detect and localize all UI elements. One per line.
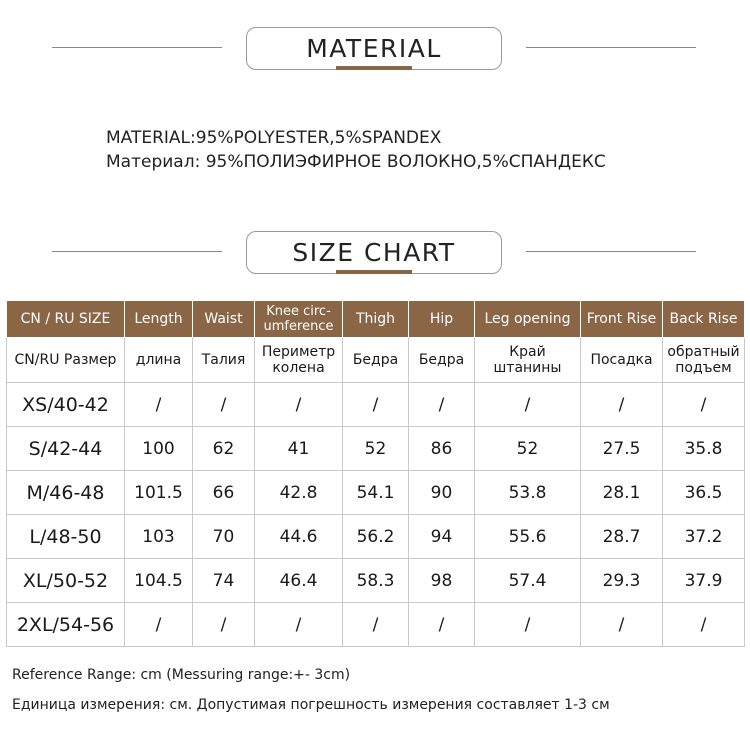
size-chart-heading-text: SIZE CHART [292,238,456,267]
size-label-cell: L/48-50 [7,515,125,559]
measurement-cell: 37.9 [663,559,745,603]
size-chart-heading [246,231,502,274]
measurement-cell: 29.3 [581,559,663,603]
measurement-cell: 62 [193,427,255,471]
material-row-en [106,126,606,150]
material-row-ru [106,150,606,174]
size-label-cell: XS/40-42 [7,383,125,427]
reference-note-en: Reference Range: cm (Messuring range:+- 3cm) [12,667,351,683]
measurement-cell: 90 [409,471,475,515]
measurement-cell: 46.4 [255,559,343,603]
measurement-cell: / [409,383,475,427]
measurement-cell: / [409,603,475,647]
measurement-cell: / [581,383,663,427]
material-heading [246,27,502,70]
measurement-cell: 101.5 [125,471,193,515]
column-header: Back Rise [663,301,745,338]
measurement-cell: 98 [409,559,475,603]
measurement-cell: 103 [125,515,193,559]
measurement-cell: / [581,603,663,647]
measurement-cell: 36.5 [663,471,745,515]
measurement-cell: 28.7 [581,515,663,559]
material-value-ru: 95%ПОЛИЭФИРНОЕ ВОЛОКНО,5%СПАНДЕКС [205,152,606,172]
measurement-cell: 41 [255,427,343,471]
column-header-ru: CN/RU Размер [7,338,125,383]
table-row [7,603,745,647]
column-header-ru: Бедра [343,338,409,383]
measurement-cell: / [125,383,193,427]
column-header-ru: обратный подъем [663,338,745,383]
measurement-cell: 44.6 [255,515,343,559]
measurement-cell: 52 [343,427,409,471]
column-header-ru: длина [125,338,193,383]
measurement-cell: / [663,383,745,427]
measurement-cell: 54.1 [343,471,409,515]
divider-left [52,251,222,252]
measurement-cell: 100 [125,427,193,471]
measurement-cell: 28.1 [581,471,663,515]
table-row [7,471,745,515]
heading-accent-bar [336,270,412,274]
column-header: Hip [409,301,475,338]
heading-accent-bar [336,66,412,70]
material-label-ru: Материал: [106,152,201,172]
measurement-cell: 57.4 [475,559,581,603]
measurement-cell: 37.2 [663,515,745,559]
measurement-cell: / [663,603,745,647]
column-header: Thigh [343,301,409,338]
column-header-ru: Периметр колена [255,338,343,383]
column-header: Front Rise [581,301,663,338]
header-row-ru [7,338,745,383]
table-row [7,559,745,603]
material-value-en: 95%POLYESTER,5%SPANDEX [195,128,442,148]
measurement-cell: 53.8 [475,471,581,515]
measurement-cell: / [475,383,581,427]
size-label-cell: S/42-44 [7,427,125,471]
column-header: Leg opening [475,301,581,338]
measurement-cell: / [475,603,581,647]
table-row [7,427,745,471]
size-label-cell: M/46-48 [7,471,125,515]
measurement-cell: 58.3 [343,559,409,603]
measurement-cell: / [125,603,193,647]
measurement-cell: 70 [193,515,255,559]
measurement-cell: 56.2 [343,515,409,559]
column-header: Length [125,301,193,338]
measurement-cell: / [343,603,409,647]
header-row-en [7,301,745,338]
material-info [106,126,606,174]
measurement-cell: 27.5 [581,427,663,471]
size-label-cell: 2XL/54-56 [7,603,125,647]
divider-left [52,47,222,48]
measurement-cell: 94 [409,515,475,559]
measurement-cell: 66 [193,471,255,515]
measurement-cell: 74 [193,559,255,603]
column-header-ru: Посадка [581,338,663,383]
column-header: Knee circ-umference [255,301,343,338]
measurement-cell: / [255,383,343,427]
reference-note-ru: Единица измерения: см. Допустимая погрешность измерения составляет 1-3 см [12,697,610,713]
measurement-cell: 104.5 [125,559,193,603]
size-label-cell: XL/50-52 [7,559,125,603]
material-label-en: MATERIAL: [106,128,196,148]
measurement-cell: / [343,383,409,427]
measurement-cell: 55.6 [475,515,581,559]
column-header-ru: Талия [193,338,255,383]
column-header-ru: Бедра [409,338,475,383]
size-chart-table [6,300,745,647]
divider-right [526,47,696,48]
divider-right [526,251,696,252]
measurement-cell: / [193,603,255,647]
measurement-cell: / [255,603,343,647]
measurement-cell: / [193,383,255,427]
material-heading-text: MATERIAL [306,34,442,63]
measurement-cell: 35.8 [663,427,745,471]
table-row [7,383,745,427]
column-header: CN / RU SIZE [7,301,125,338]
column-header-ru: Край штанины [475,338,581,383]
measurement-cell: 52 [475,427,581,471]
table-row [7,515,745,559]
measurement-cell: 42.8 [255,471,343,515]
measurement-cell: 86 [409,427,475,471]
column-header: Waist [193,301,255,338]
